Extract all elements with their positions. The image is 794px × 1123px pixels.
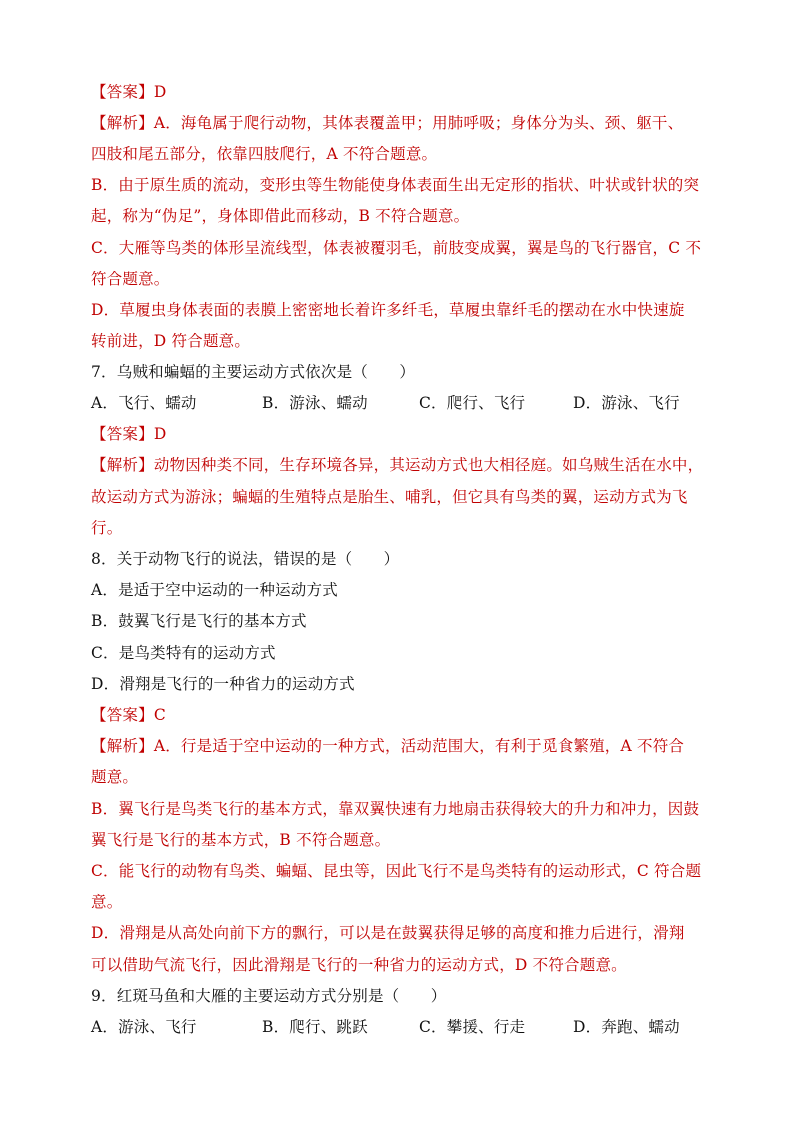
analysis-line <box>91 450 703 481</box>
answer-value: C <box>153 706 166 724</box>
answer-line <box>91 419 166 450</box>
analysis-text: 翼飞行是飞行的基本方式，B 不符合题意。 <box>91 831 391 849</box>
analysis-line <box>91 108 683 139</box>
answer-line <box>91 77 166 108</box>
question-stem: 8．关于动物飞行的说法，错误的是（ ） <box>91 550 400 568</box>
analysis-text: A．行是适于空中运动的一种方式，活动范围大，有利于觅食繁殖，A 不符合 <box>153 737 685 755</box>
analysis-line <box>91 731 684 762</box>
analysis-text: 行。 <box>91 519 123 537</box>
option-a: A．游泳、飞行 <box>91 1018 197 1036</box>
answer-value: D <box>153 83 167 101</box>
analysis-text: C．能飞行的动物有鸟类、蝙蝠、昆虫等，因此飞行不是鸟类特有的运动形式，C 符合题 <box>91 862 702 880</box>
analysis-tag: 【解析】 <box>91 456 154 474</box>
options-row <box>91 388 711 419</box>
option-b: B．游泳、蠕动 <box>262 394 368 412</box>
analysis-text: D．滑翔是从高处向前下方的飘行，可以是在鼓翼获得足够的高度和推力后进行，滑翔 <box>91 924 685 942</box>
analysis-text: 四肢和尾五部分，依靠四肢爬行，A 不符合题意。 <box>91 145 438 163</box>
option-b: B．爬行、跳跃 <box>262 1018 368 1036</box>
analysis-tag: 【解析】 <box>91 737 154 755</box>
options-row <box>91 1012 711 1043</box>
analysis-text: 故运动方式为游泳；蝙蝠的生殖特点是胎生、哺乳，但它具有鸟类的翼，运动方式为飞 <box>91 488 688 506</box>
answer-tag: 【答案】 <box>91 706 154 724</box>
analysis-text: C．大雁等鸟类的体形呈流线型，体表被覆羽毛，前肢变成翼，翼是鸟的飞行器官，C 不 <box>91 239 702 257</box>
analysis-text: 可以借助气流飞行，因此滑翔是飞行的一种省力的运动方式，D 不符合题意。 <box>91 956 627 974</box>
question-stem: 7．乌贼和蝙蝠的主要运动方式依次是（ ） <box>91 363 416 381</box>
option-a: A．是适于空中运动的一种运动方式 <box>91 581 338 599</box>
analysis-text: 符合题意。 <box>91 270 170 288</box>
option-b: B．鼓翼飞行是飞行的基本方式 <box>91 612 307 630</box>
analysis-text: 起，称为“伪足”，身体即借此而移动，B 不符合题意。 <box>91 207 470 225</box>
answer-value: D <box>153 425 167 443</box>
answer-tag: 【答案】 <box>91 425 154 443</box>
analysis-tag: 【解析】 <box>91 114 154 132</box>
option-a: A．飞行、蠕动 <box>91 394 197 412</box>
option-c: C．是鸟类特有的运动方式 <box>91 644 276 662</box>
analysis-text: B．翼飞行是鸟类飞行的基本方式，靠双翼快速有力地扇击获得较大的升力和冲力，因鼓 <box>91 800 700 818</box>
option-d: D．奔跑、蠕动 <box>573 1018 680 1036</box>
analysis-text: D．草履虫身体表面的表膜上密密地长着许多纤毛，草履虫靠纤毛的摆动在水中快速旋 <box>91 301 685 319</box>
question-stem: 9．红斑马鱼和大雁的主要运动方式分别是（ ） <box>91 987 447 1005</box>
analysis-text: B．由于原生质的流动，变形虫等生物能使身体表面生出无定形的指状、叶状或针状的突 <box>91 176 700 194</box>
answer-line <box>91 700 166 731</box>
option-c: C．爬行、飞行 <box>419 394 526 412</box>
analysis-text: 题意。 <box>91 768 139 786</box>
analysis-text: A．海龟属于爬行动物，其体表覆盖甲；用肺呼吸；身体分为头、颈、躯干、 <box>153 114 684 132</box>
analysis-text: 意。 <box>91 893 123 911</box>
answer-tag: 【答案】 <box>91 83 154 101</box>
option-d: D．滑翔是飞行的一种省力的运动方式 <box>91 675 355 693</box>
option-c: C．攀援、行走 <box>419 1018 526 1036</box>
analysis-text: 转前进，D 符合题意。 <box>91 332 251 350</box>
option-d: D．游泳、飞行 <box>573 394 680 412</box>
analysis-text: 动物因种类不同，生存环境各异，其运动方式也大相径庭。如乌贼生活在水中， <box>153 456 704 474</box>
